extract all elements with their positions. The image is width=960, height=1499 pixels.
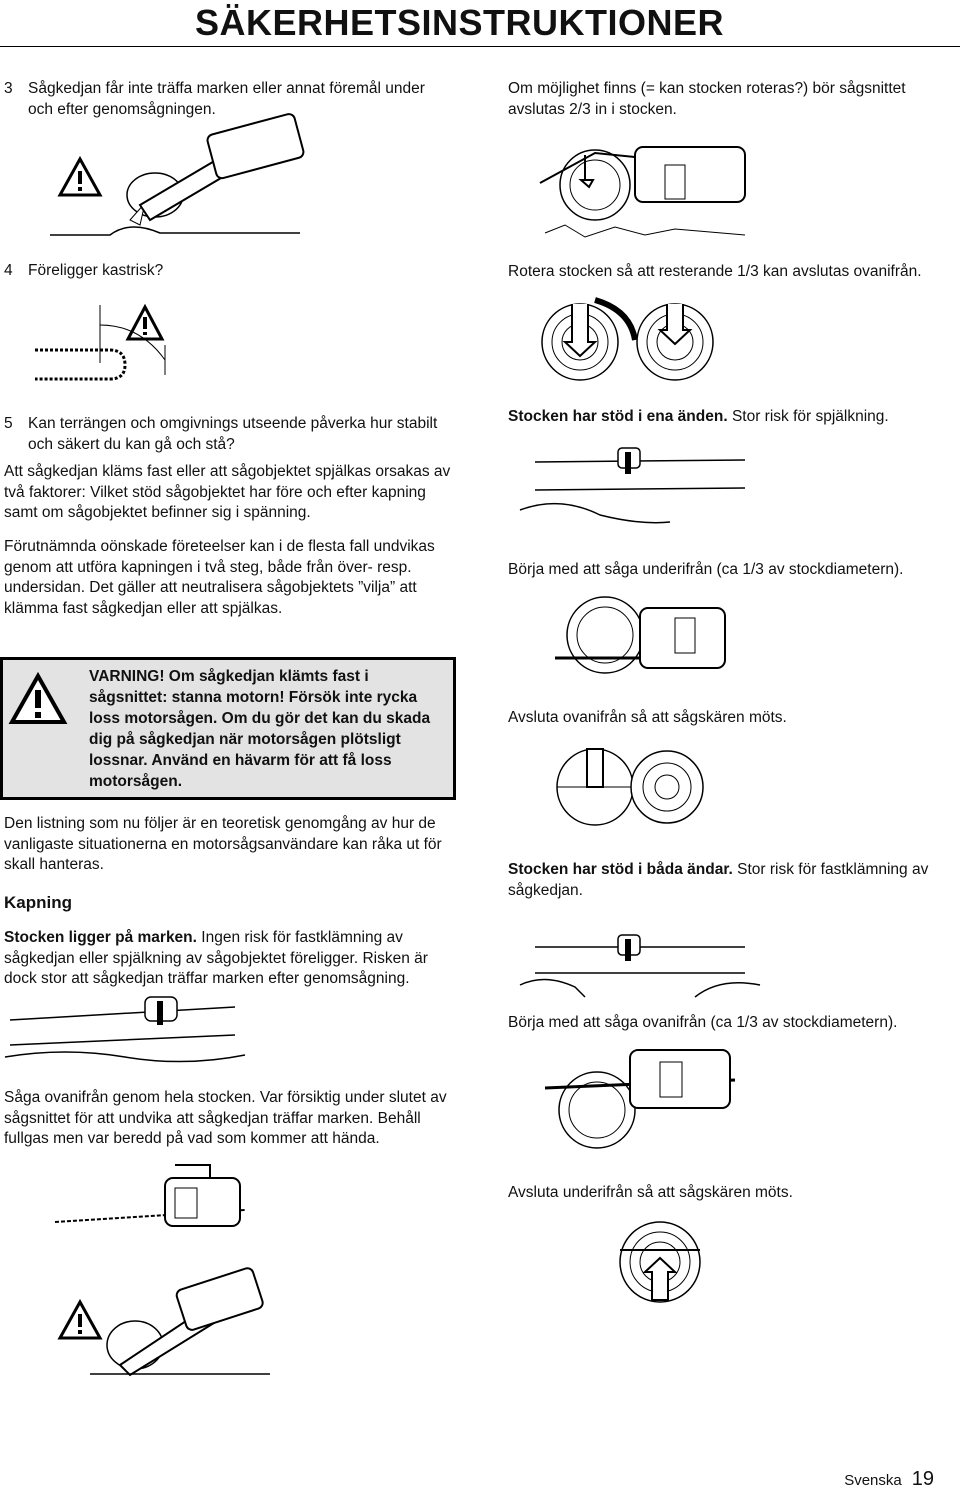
saw-hits-ground-illustration [50, 125, 310, 245]
header-rule [0, 46, 960, 47]
item-4-text: Föreligger kastrisk? [28, 262, 164, 279]
item-3-text: Sågkedjan får inte träffa marken eller annat föremål under och efter genomsågningen. [28, 80, 425, 118]
rotate-log-illustration [535, 290, 725, 390]
kickback-zone-illustration [30, 295, 190, 390]
item-3-number: 3 [4, 80, 13, 97]
support-both-ends-text: Stor risk för fastklämning av sågkedjan. [508, 861, 929, 899]
two-step-paragraph: Förutnämnda oönskade företeelser kan i de flesta fall undvikas genom att utföra kapningen i två steg, både från över- resp. undersidan. Det gäller att neutralisera sågobjektets ”vilja” att klämma fast sågkedjan eller att spjälkas. [4, 538, 435, 617]
partial-cut-illustration [535, 125, 755, 245]
support-one-end-text: Stor risk för spjälkning. [727, 408, 889, 425]
warning-icon [128, 307, 162, 339]
log-on-ground-paragraph [4, 928, 454, 990]
page-number: 19 [911, 1468, 934, 1490]
cut-from-above-illustration [535, 1040, 745, 1170]
finish-from-above-text: Avsluta ovanifrån så att sågskären möts. [508, 709, 787, 726]
support-both-ends-paragraph [508, 860, 958, 901]
footer-language: Svenska [844, 1472, 902, 1489]
item-3 [4, 79, 454, 120]
start-from-above-text: Börja med att såga ovanifrån (ca 1/3 av stockdiametern). [508, 1014, 898, 1031]
start-from-below-text: Börja med att såga underifrån (ca 1/3 av stockdiametern). [508, 561, 904, 578]
item-5 [4, 414, 454, 455]
item-5-text: Kan terrängen och omgivnings utseende påverka hur stabilt och säkert du kan gå och stå? [28, 415, 438, 453]
cuts-meet-below-illustration [605, 1212, 715, 1312]
log-both-ends-support-illustration [520, 925, 760, 1000]
log-on-ground-bold: Stocken ligger på marken. [4, 929, 197, 946]
cut-from-below-illustration [545, 583, 735, 683]
finish-from-below-text: Avsluta underifrån så att sågskären möts. [508, 1184, 793, 1201]
page-title: SÄKERHETSINSTRUKTIONER [194, 2, 724, 43]
saw-through-log-illustration [50, 1160, 250, 1245]
rotate-log-text: Rotera stocken så att resterande 1/3 kan avslutas ovanifrån. [508, 263, 922, 280]
saw-through-paragraph: Såga ovanifrån genom hela stocken. Var försiktig under slutet av sågsnittet för att undvika att sågkedjan träffar marken. Behåll fullgas men var beredd på vad som kommer att hända. [4, 1089, 447, 1147]
saw-hits-ground-after-cut-illustration [50, 1270, 280, 1380]
section-heading-kapning: Kapning [4, 893, 72, 912]
log-on-ground-illustration [5, 995, 245, 1065]
item-5-number: 5 [4, 415, 13, 432]
support-both-ends-bold: Stocken har stöd i båda ändar. [508, 861, 733, 878]
support-one-end-bold: Stocken har stöd i ena änden. [508, 408, 728, 425]
page-footer [844, 1468, 934, 1491]
pinch-cause-paragraph: Att sågkedjan kläms fast eller att sågobjektet spjälkas orsakas av två faktorer: Vilket stöd sågobjektet har före och efter kapning samt om sågobjektet befinner sig i spänning. [4, 463, 451, 521]
support-one-end-paragraph [508, 407, 958, 428]
warning-icon [60, 159, 100, 195]
log-on-ground-text: Ingen risk för fastklämning av sågkedjan eller spjälkning av sågobjektet föreligger. Risken är dock stor att sågkedjan träffar marken efter genomsågning. [4, 929, 428, 987]
intro-paragraph: Den listning som nu följer är en teoretisk genomgång av hur de vanligaste situationerna en motorsågsanvändare kan råka ut för skall hanteras. [4, 815, 442, 873]
warning-icon [60, 1302, 100, 1338]
log-one-end-support-illustration [520, 440, 760, 535]
warning-icon [8, 670, 68, 726]
item-4 [4, 261, 454, 282]
warning-text: VARNING! Om sågkedjan klämts fast i sågsnittet: stanna motorn! Försök inte rycka loss motorsågen. Om du gör det kan du skada dig på sågkedjan när motorsågen plötsligt lossnar. Använd en hävarm för att få loss motorsågen. [89, 668, 431, 790]
rotate-possibility-text: Om möjlighet finns (= kan stocken roteras?) bör sågsnittet avslutas 2/3 in i stocken. [508, 80, 906, 118]
item-4-number: 4 [4, 262, 13, 279]
cuts-meet-illustration [555, 735, 705, 835]
